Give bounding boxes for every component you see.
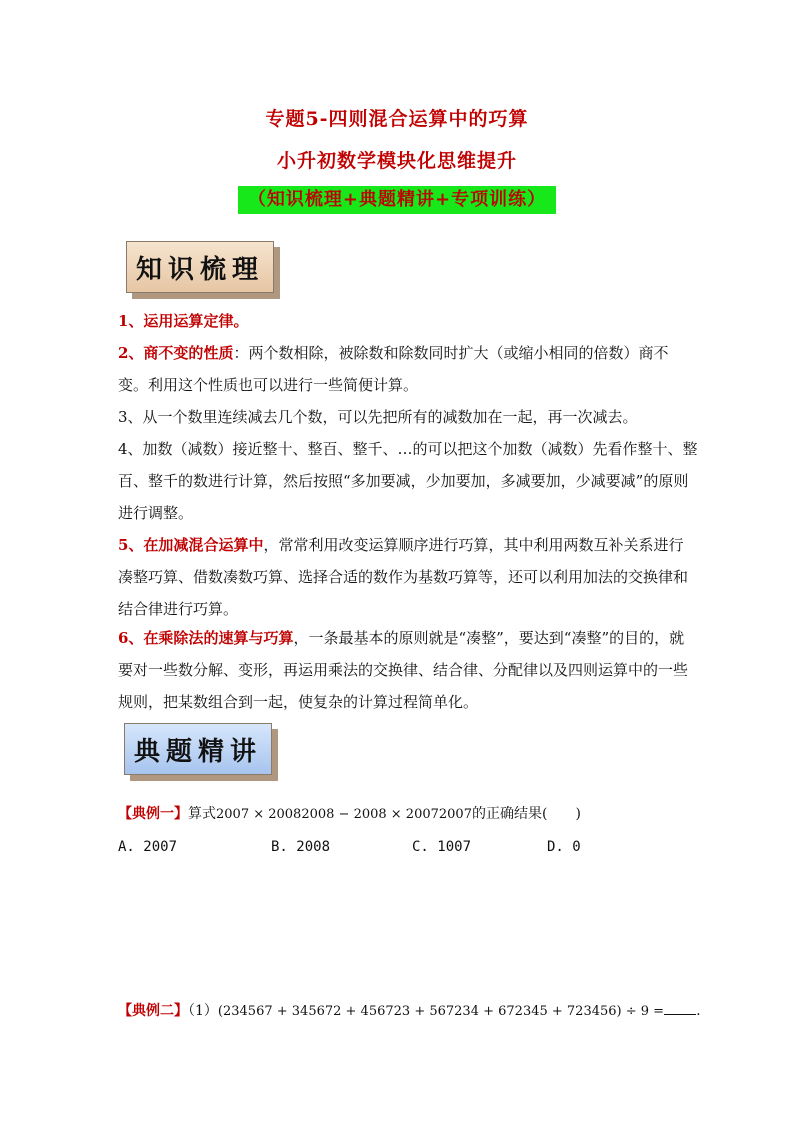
point-1 [118, 305, 698, 337]
doc-subtitle: 小升初数学模块化思维提升 [276, 150, 517, 172]
point-2 [118, 337, 698, 401]
example-1-suffix: 的正确结果( ) [471, 806, 581, 822]
option-c: C. 1007 [412, 839, 472, 855]
point-2-text: ：两个数相除，被除数和除数同时扩大（或缩小相同的倍数）商不变。利用这个性质也可以进行一些简便计算。 [118, 344, 669, 394]
point-2-heading: 2、商不变的性质 [118, 344, 234, 362]
example-2-tag: 【典例二】 [118, 1003, 188, 1019]
point-4-text: 4、加数（减数）接近整十、整百、整千、…的可以把这个加数（减数）先看作整十、整百、整千的数进行计算，然后按照“多加要减，少加要加，多减要加，少减要减”的原则进行调整。 [118, 440, 698, 522]
point-6-text: ，一条最基本的原则就是“凑整”，要达到“凑整”的目的，就要对一些数分解、变形，再运用乘法的交换律、结合律、分配律以及四则运算中的一些规则，把某数组合到一起，使复杂的计算过程简单化。 [118, 629, 689, 711]
point-3 [118, 401, 698, 433]
section-heading-knowledge [126, 241, 274, 293]
example-2-expression: (234567 + 345672 + 456723 + 567234 + 672345 + 723456) ÷ 9 = [217, 1004, 665, 1019]
example-2-number: （1） [188, 1003, 218, 1019]
point-6 [118, 622, 698, 718]
option-a: A. 2007 [118, 839, 178, 855]
highlight-band [238, 186, 556, 214]
section-heading-label: 典题精讲 [133, 736, 262, 767]
answer-blank [664, 1000, 696, 1015]
option-b: B. 2008 [271, 839, 331, 855]
point-1-text: 1、运用运算定律。 [118, 312, 249, 330]
example-2 [118, 999, 701, 1024]
point-6-heading: 6、在乘除法的速算与巧算 [118, 629, 294, 647]
section-heading-label: 知识梳理 [135, 254, 264, 285]
point-5 [118, 529, 698, 625]
option-d: D. 0 [547, 839, 581, 855]
point-3-text: 3、从一个数里连续减去几个数，可以先把所有的减数加在一起，再一次减去。 [118, 408, 638, 426]
example-1-expression: 2007 × 20082008 − 2008 × 20072007 [216, 807, 472, 822]
example-1-tag: 【典例一】 [118, 806, 188, 822]
point-4 [118, 433, 698, 529]
example-2-end: . [696, 1003, 701, 1019]
example-1-prefix: 算式 [188, 806, 216, 822]
section-heading-examples [124, 723, 272, 775]
doc-title: 专题5-四则混合运算中的巧算 [265, 108, 529, 130]
point-5-text: ，常常利用改变运算顺序进行巧算，其中利用两数互补关系进行凑整巧算、借数凑数巧算、选择合适的数作为基数巧算等，还可以利用加法的交换律和结合律进行巧算。 [118, 536, 689, 618]
example-1 [118, 802, 581, 827]
point-5-heading: 5、在加减混合运算中 [118, 536, 264, 554]
doc-subtitle-highlight: （知识梳理+典题精讲+专项训练） [247, 189, 547, 210]
